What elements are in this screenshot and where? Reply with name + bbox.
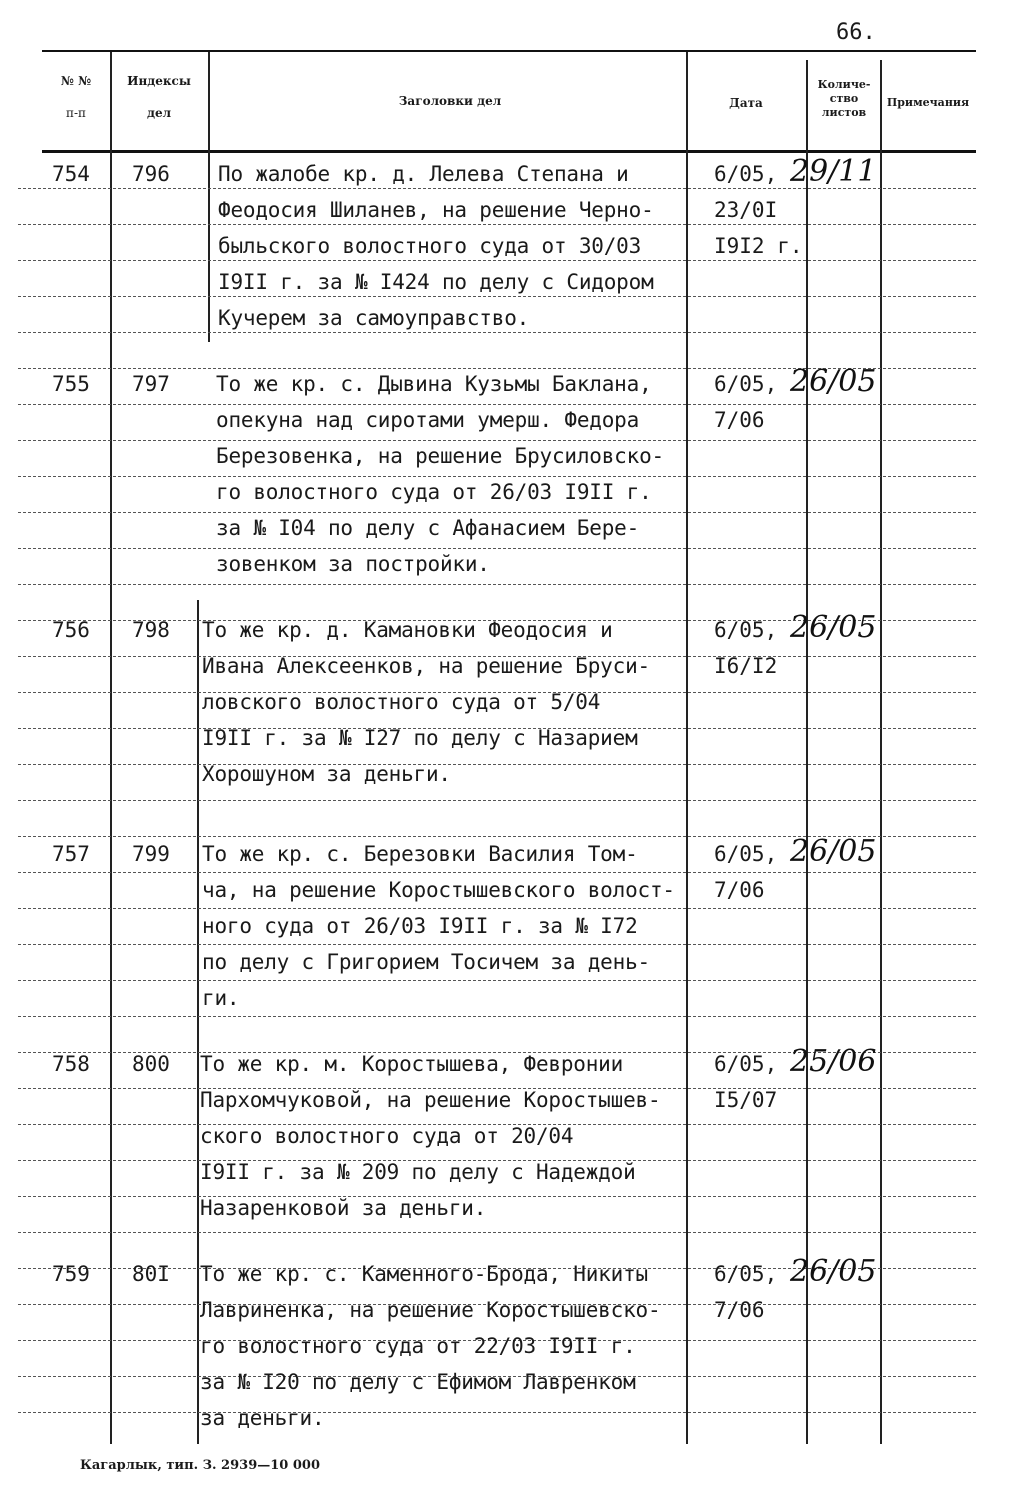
entry-date: I6/I2: [714, 654, 778, 678]
entry-title-line: Кучерем за самоуправство.: [218, 306, 530, 330]
entry-sheets-handwritten: 26/05: [790, 610, 877, 645]
entry-index: 799: [132, 842, 170, 866]
entry-date: I9I2 г.: [714, 234, 803, 258]
ruled-line: [18, 1016, 976, 1017]
header-num: № № п-п: [60, 74, 92, 120]
entry-date: 7/06: [714, 1298, 765, 1322]
column-rule-title: [208, 52, 210, 342]
entry-title-line: То же кр. с. Дывина Кузьмы Баклана,: [216, 372, 652, 396]
header-notes: Примечания: [886, 96, 970, 109]
entry-title-line: I9II г. за № I424 по делу с Сидором: [218, 270, 654, 294]
entry-title-line: Березовенка, на решение Брусиловско-: [216, 444, 664, 468]
entry-title-line: То же кр. д. Камановки Феодосия и: [202, 618, 613, 642]
entry-date: 6/05,: [714, 618, 778, 642]
entry-title-line: за № I20 по делу с Ефимом Лавренком: [200, 1370, 636, 1394]
entry-index: 796: [132, 162, 170, 186]
entry-title-line: Назаренковой за деньги.: [200, 1196, 487, 1220]
ruled-line: [18, 512, 976, 513]
entry-title-line: ловского волостного суда от 5/04: [202, 690, 601, 714]
ruled-line: [18, 980, 976, 981]
entry-title-line: по делу с Григорием Тосичем за день-: [202, 950, 650, 974]
entry-date: 6/05,: [714, 1262, 778, 1286]
entry-number: 755: [52, 372, 90, 396]
entry-number: 757: [52, 842, 90, 866]
header-bottom-rule: [42, 150, 976, 153]
entry-title-line: опекуна над сиротами умерш. Федора: [216, 408, 640, 432]
entry-title-line: Хорошуном за деньги.: [202, 762, 451, 786]
entry-title-line: Пархомчуковой, на решение Коростышев-: [200, 1088, 661, 1112]
entry-index: 797: [132, 372, 170, 396]
header-index: Индексы дел: [127, 74, 191, 120]
entry-number: 754: [52, 162, 90, 186]
header-sheets: Количе- ство листов: [817, 78, 871, 119]
header-title: Заголовки дел: [398, 94, 502, 108]
ruled-line: [18, 260, 976, 261]
entry-number: 758: [52, 1052, 90, 1076]
entry-title-line: ги.: [202, 986, 240, 1010]
entry-title-line: ного суда от 26/03 I9II г. за № I72: [202, 914, 638, 938]
ruled-line: [18, 1196, 976, 1197]
footer-imprint: Кагарлык, тип. З. 2939—10 000: [80, 1458, 320, 1473]
entry-title-line: То же кр. м. Коростышева, Февронии: [200, 1052, 624, 1076]
entry-title-line: го волостного суда от 22/03 I9II г.: [200, 1334, 636, 1358]
entry-date: 6/05,: [714, 1052, 778, 1076]
ruled-line: [18, 224, 976, 225]
ruled-line: [18, 548, 976, 549]
entry-title-line: ского волостного суда от 20/04: [200, 1124, 574, 1148]
entry-index: 800: [132, 1052, 170, 1076]
entry-index: 798: [132, 618, 170, 642]
ruled-line: [18, 944, 976, 945]
column-rule-title-lower: [197, 600, 199, 1444]
entry-date: 7/06: [714, 408, 765, 432]
entry-sheets-handwritten: 26/05: [790, 1254, 877, 1289]
entry-title-line: быльского волостного суда от 30/03: [218, 234, 642, 258]
entry-index: 80I: [132, 1262, 170, 1286]
page-number: 66.: [836, 20, 876, 45]
entry-title-line: ча, на решение Коростышевского волост-: [202, 878, 675, 902]
entry-title-line: По жалобе кр. д. Лелева Степана и: [218, 162, 629, 186]
entry-date: 6/05,: [714, 842, 778, 866]
ruled-line: [18, 584, 976, 585]
entry-title-line: То же кр. с. Березовки Василия Том-: [202, 842, 638, 866]
entry-sheets-handwritten: 29/11: [790, 154, 877, 189]
entry-title-line: То же кр. с. Каменного-Брода, Никиты: [200, 1262, 648, 1286]
ruled-line: [18, 476, 976, 477]
ruled-line: [18, 1412, 976, 1413]
entry-title-line: I9II г. за № I27 по делу с Назарием: [202, 726, 638, 750]
entry-date: I5/07: [714, 1088, 778, 1112]
column-rule-sheets: [806, 60, 808, 1444]
ruled-line: [18, 296, 976, 297]
entry-sheets-handwritten: 26/05: [790, 834, 877, 869]
entry-title-line: зовенком за постройки.: [216, 552, 490, 576]
ruled-line: [18, 404, 976, 405]
entry-title-line: за деньги.: [200, 1406, 325, 1430]
ruled-line: [18, 908, 976, 909]
ruled-line: [18, 440, 976, 441]
entry-date: 23/0I: [714, 198, 778, 222]
ruled-line: [18, 1232, 976, 1233]
entry-title-line: Ивана Алексеенков, на решение Бруси-: [202, 654, 650, 678]
entry-title-line: I9II г. за № 209 по делу с Надеждой: [200, 1160, 636, 1184]
header-top-rule: [42, 50, 976, 52]
ruled-line: [18, 764, 976, 765]
header-date: Дата: [729, 96, 763, 110]
entry-sheets-handwritten: 25/06: [790, 1044, 877, 1079]
entry-date: 7/06: [714, 878, 765, 902]
entry-date: 6/05,: [714, 162, 778, 186]
entry-title-line: Лавриненка, на решение Коростышевско-: [200, 1298, 661, 1322]
entry-title-line: за № I04 по делу с Афанасием Бере-: [216, 516, 640, 540]
column-rule-notes: [880, 60, 882, 1444]
entry-sheets-handwritten: 26/05: [790, 364, 877, 399]
entry-date: 6/05,: [714, 372, 778, 396]
entry-title-line: го волостного суда от 26/03 I9II г.: [216, 480, 652, 504]
ruled-line: [18, 872, 976, 873]
entry-number: 756: [52, 618, 90, 642]
entry-title-line: Феодосия Шиланев, на решение Черно-: [218, 198, 654, 222]
ruled-line: [18, 332, 976, 333]
entry-number: 759: [52, 1262, 90, 1286]
ruled-line: [18, 800, 976, 801]
